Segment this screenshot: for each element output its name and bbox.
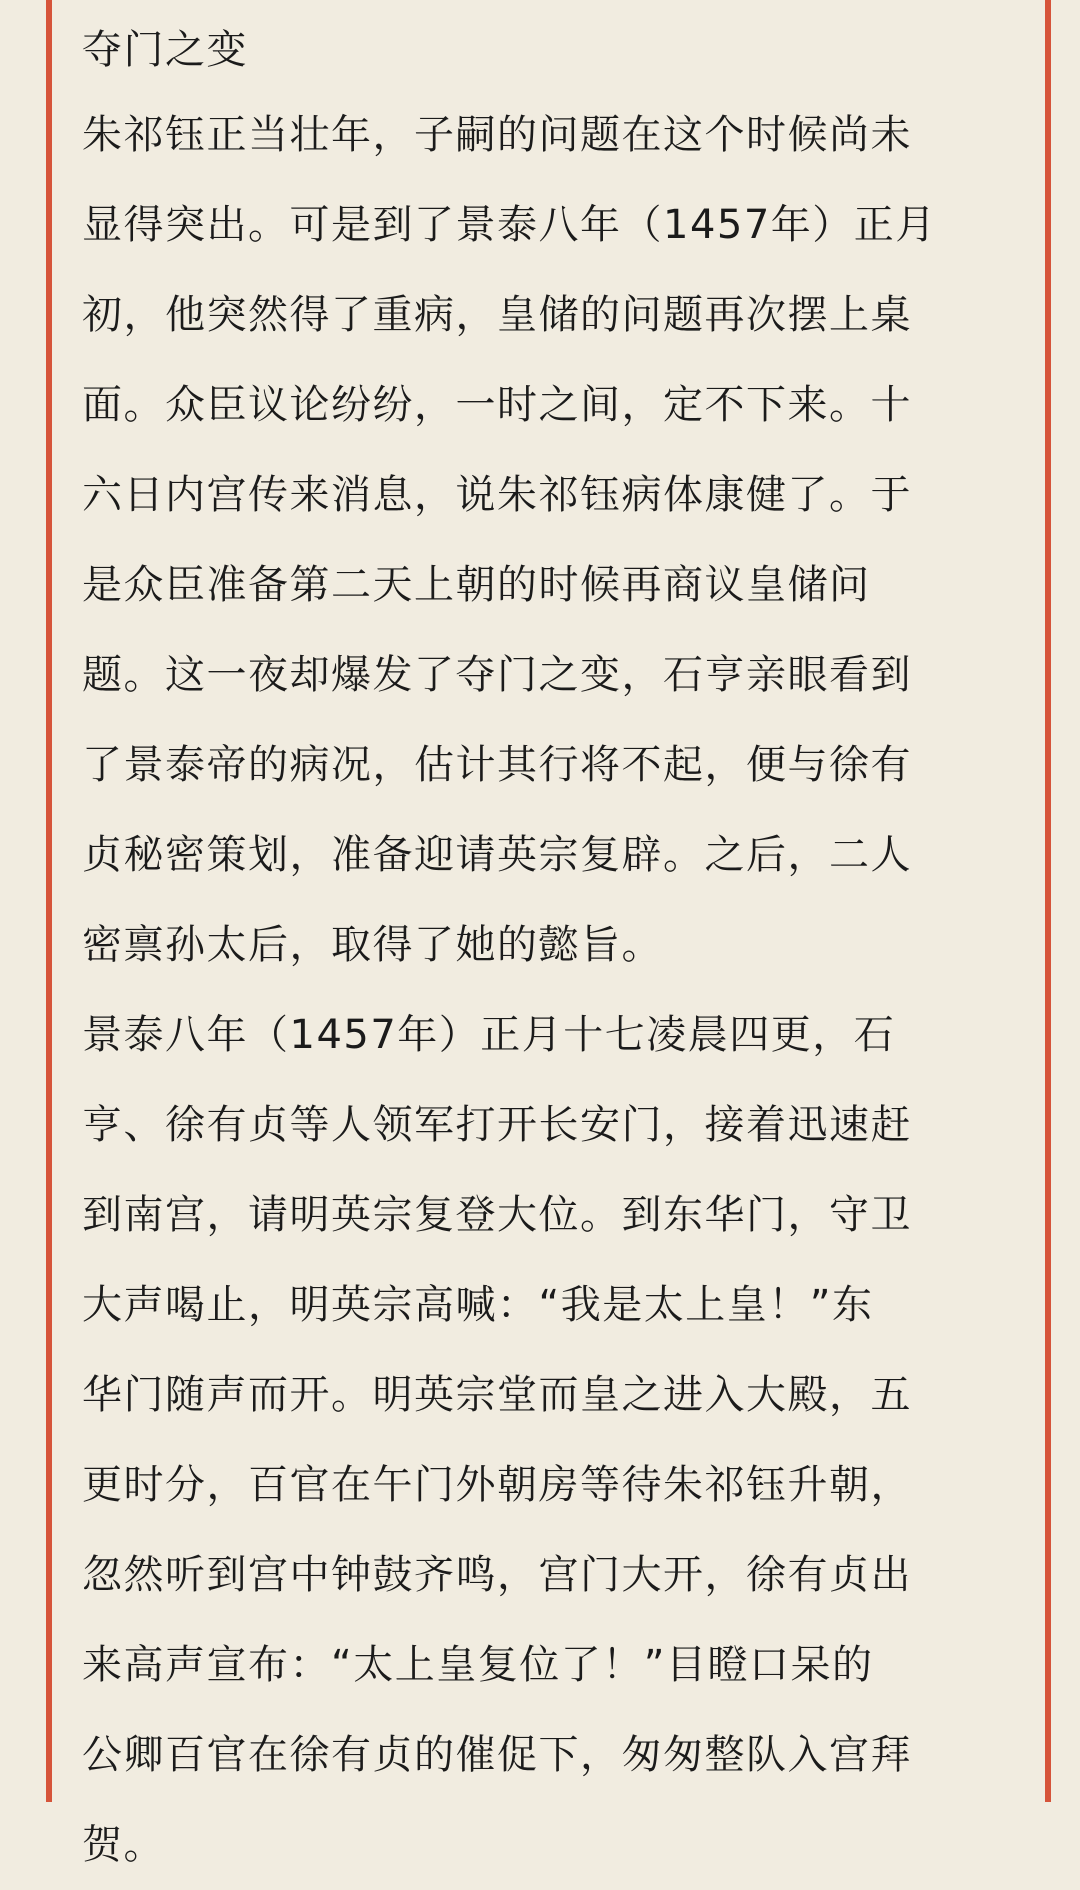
- article-paragraph: 景泰八年（1457年）正月十七凌晨四更，石 亨、徐有贞等人领军打开长安门，接着迅速赶 到南宫，请明英宗复登大位。到东华门，守卫 大声喝止，明英宗高喊：“我是太上皇！”东 华门随声而开。明英宗堂而皇之进入大殿，五 更时分，百官在午门外朝房等待朱祁钰升朝， 忽然听到宫中钟鼓齐鸣，宫门大开，徐有贞出 来高声宣布：“太上皇复位了！”目瞪口呆的 公卿百官在徐有贞的催促下，匆匆整队入宫拜 贺。: [82, 1012, 912, 1868]
- left-border-rule: [46, 0, 52, 1802]
- article-paragraph: 朱祁钰正当壮年，子嗣的问题在这个时候尚未 显得突出。可是到了景泰八年（1457年）正月 初，他突然得了重病，皇储的问题再次摆上桌 面。众臣议论纷纷，一时之间，定不下来。十 六日内宫传来消息，说朱祁钰病体康健了。于 是众臣准备第二天上朝的时候再商议皇储问 题。这一夜却爆发了夺门之变，石亨亲眼看到 了景泰帝的病况，估计其行将不起，便与徐有 贞秘密策划，准备迎请英宗复辟。之后，二人 密禀孙太后，取得了她的懿旨。: [82, 112, 937, 968]
- article-title: 夺门之变: [82, 27, 248, 73]
- article-body: [82, 22, 997, 1890]
- right-border-rule: [1045, 0, 1051, 1802]
